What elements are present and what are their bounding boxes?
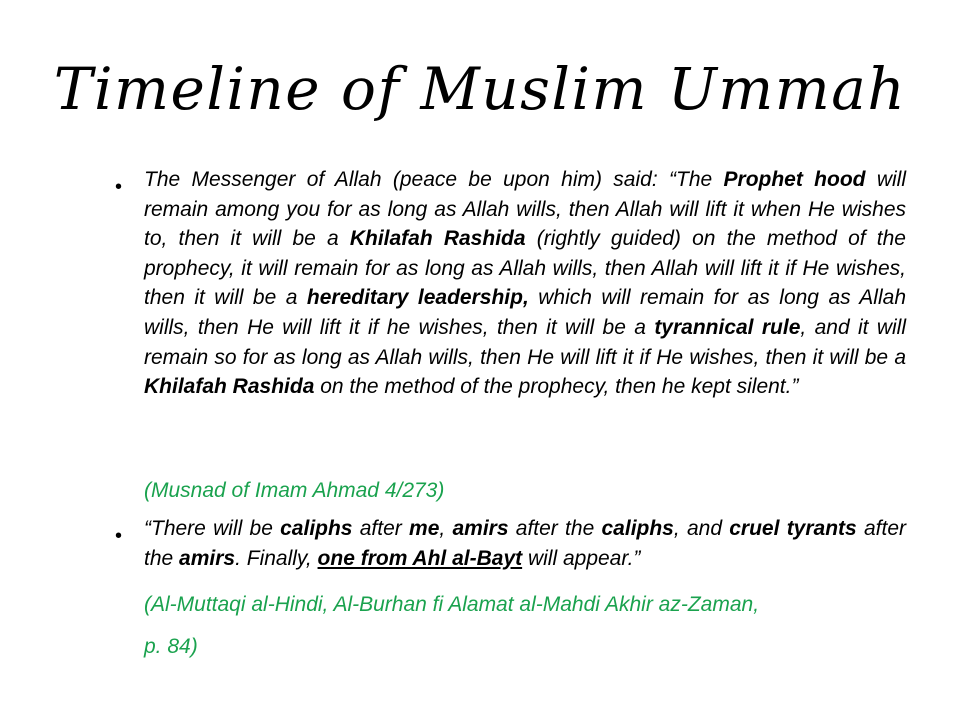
caliphs-citation-line-2: p. 84) [144,635,198,658]
slide-title: Timeline of Muslim Ummah [53,55,907,123]
bullet-marker: • [115,525,123,547]
hadith-quote: The Messenger of Allah (peace be upon him) said: “The Prophet hood will remain among you for as long as Allah wills, then Allah will lift it when He wishes to, then it will be a Khilafah Rashida (rightly guided) on the method of the prophecy, it will remain for as long as Allah wills, then Allah will lift it if He wishes, then it will be a hereditary leadership, which will remain for as long as Allah wills, then He will lift it if he wishes, then it will be a tyrannical rule, and it will remain so for as long as Allah wills, then He will lift it if He wishes, then it will be a Khilafah Rashida on the method of the prophecy, then he kept silent.” [144,168,907,399]
hadith-citation: (Musnad of Imam Ahmad 4/273) [144,479,445,502]
bullet-marker: • [115,176,123,198]
caliphs-citation-line-1: (Al-Muttaqi al-Hindi, Al-Burhan fi Alamat al-Mahdi Akhir az-Zaman, [144,593,760,616]
caliphs-quote: “There will be caliphs after me, amirs after the caliphs, and cruel tyrants after the amirs. Finally, one from Ahl al-Bayt will appear.” [144,517,906,570]
